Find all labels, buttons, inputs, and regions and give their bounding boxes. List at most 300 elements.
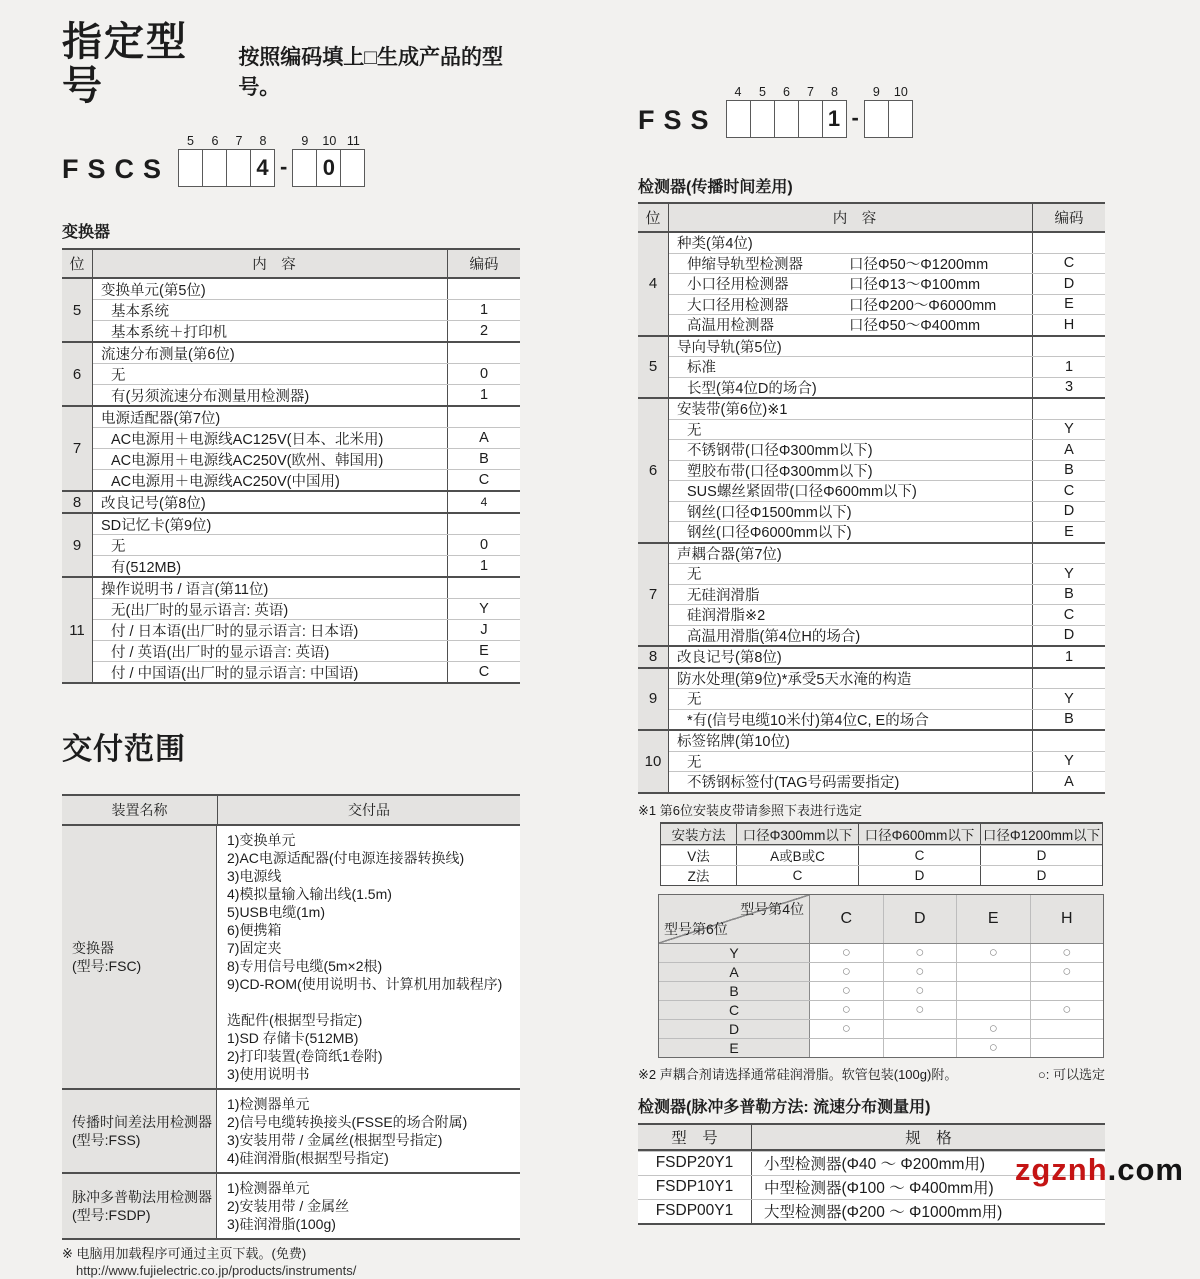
delivery-item-line: 7)固定夹 [227,940,282,956]
model-box-group [178,134,275,187]
group-title: 电源适配器(第7位) [101,410,221,427]
group-rows [93,343,520,405]
option-label-cell: 基本系统 [111,303,169,320]
matrix-footer-row [638,1068,1105,1082]
model-box-group [726,85,847,138]
band-code-cell: A或B或C [770,849,825,864]
table-body [638,233,1105,792]
column-header: 口径Φ600mm以下 [858,824,980,844]
option-label-cell: 无 [687,692,702,709]
group-rows [669,669,1105,730]
column-header-content: 内 容 [252,257,296,273]
delivery-row [62,1088,520,1172]
matrix-row-label: C [659,1001,810,1019]
digit-label: 4 [734,85,742,99]
option-row [669,501,1105,522]
table-body [62,826,520,1238]
group-title: 变换单元(第5位) [101,282,206,299]
model-box-cell [799,85,823,138]
converter-section-label: 变换器 [62,224,111,241]
code-group [638,233,1105,335]
option-label-cell: 标准 [687,360,716,377]
band-code-cell: D [980,866,1102,885]
group-rows [669,544,1105,646]
option-row [669,253,1105,274]
delivery-item-line [227,993,520,1011]
code-group [638,645,1105,667]
digit-label: 10 [322,134,337,148]
option-label-cell: 无 [111,367,126,384]
code-cell: A [447,428,520,448]
option-row [93,320,520,341]
empty-cell [883,1039,957,1057]
model-box-group [292,134,365,187]
selectable-circle: ○ [883,982,957,1000]
detector-section-label: 检测器(传播时间差用) [638,179,793,196]
selectable-circle: ○ [883,944,957,962]
option-size: 口径Φ50～Φ1200mm [849,256,989,273]
option-label-cell: AC电源用＋电源线AC125V(日本、北米用) [111,431,384,448]
option-row [669,625,1105,646]
option-row [669,356,1105,377]
code-cell: B [1032,585,1105,605]
empty-cell [956,963,1030,981]
code-box [774,100,799,138]
group-rows [93,514,520,576]
install-band-note: ※1 第6位安装皮带请参照下表进行选定 [638,802,862,818]
delivery-items-cell [217,1174,520,1238]
code-cell: 0 [447,364,520,384]
code-box: 0 [316,149,341,187]
model-box-group [864,85,913,138]
code-cell: A [1032,772,1105,792]
code-cell [1032,731,1105,751]
code-cell: C [1032,605,1105,625]
matrix-row-label: B [659,982,810,1000]
position-cell: 4 [638,233,669,335]
delivery-row [62,826,520,1088]
left-column [62,0,520,1279]
group-title-row [669,337,1105,357]
model-box-cell [178,134,203,187]
option-row [93,384,520,405]
selectable-circle: ○ [841,982,851,999]
delivery-item-line: 3)使用说明书 [227,1066,310,1082]
option-row [93,661,520,682]
delivery-row [62,1172,520,1238]
code-group [62,576,520,682]
column-header-spec: 规 格 [905,1129,952,1147]
code-group [62,341,520,405]
selectable-circle: ○ [956,1020,1030,1038]
model-prefix: FSS [638,105,718,135]
code-cell: H [1032,315,1105,335]
code-cell: C [447,470,520,490]
code-cell: Y [1032,420,1105,440]
code-cell: Y [1032,752,1105,772]
group-title-row [669,669,1105,689]
column-header: 口径Φ300mm以下 [742,827,853,843]
group-title: 导向导轨(第5位) [677,339,782,356]
group-title: 标签铭牌(第10位) [677,734,790,751]
matrix-row [659,962,1103,981]
code-group [62,279,520,341]
install-method-table [660,822,1103,886]
position-cell: 9 [638,669,669,730]
model-spec: 小型检测器(Φ40 ～ Φ200mm用) [764,1156,986,1173]
code-cell: B [447,449,520,469]
option-label-cell: 钢丝(口径Φ6000mm以下) [687,525,852,542]
watermark [1015,1152,1184,1188]
matrix-row [659,981,1103,1000]
group-title: 种类(第4位) [677,236,753,253]
empty-cell [956,982,1030,1000]
code-cell: B [1032,461,1105,481]
device-name-line: (型号:FSDP) [72,1207,151,1223]
option-label-cell: 不锈钢带(口径Φ300mm以下) [687,443,873,460]
group-title-row [669,544,1105,564]
option-label-cell: 不锈钢标签付(TAG号码需要指定) [687,775,900,792]
column-header-pos: 位 [62,250,93,277]
option-label-cell: 付 / 中国语(出厂时的显示语言: 中国语) [111,665,359,682]
model-box-cell [341,134,365,187]
matrix-body [659,944,1103,1057]
digit-label: 6 [783,85,790,99]
band-code-cell: D [858,866,980,885]
model-box-cell [317,134,341,187]
device-name-cell [62,1174,217,1238]
code-cell: 1 [447,300,520,320]
option-row [669,377,1105,398]
matrix-row-label: E [659,1039,810,1057]
model-box-cell [726,85,751,138]
position-cell: 7 [638,544,669,646]
watermark-brand: zgznh [1014,1152,1108,1187]
code-cell [1032,233,1105,253]
selectable-circle: ○ [883,963,957,981]
option-row [669,294,1105,315]
option-size: 口径Φ13～Φ100mm [849,277,981,294]
position-cell: 10 [638,731,669,792]
watermark-suffix: .com [1107,1152,1184,1187]
model-box-cell [823,85,847,138]
single-row [669,647,1105,667]
option-label-cell: 有(另须流速分布测量用检测器) [111,388,310,405]
option-label-cell: SUS螺丝紧固带(口径Φ600mm以下) [687,484,917,501]
option-label-cell [669,294,1032,315]
code-cell: 3 [1032,378,1105,398]
download-footnote: ※ 电脑用加载程序可通过主页下载。(免费) [62,1246,307,1261]
digit-label: 6 [211,134,219,148]
group-title-row [669,399,1105,419]
delivery-item-line: 1)检测器单元 [227,1180,310,1196]
option-label-cell: 无 [687,422,702,439]
delivery-scope-title: 交付范围 [62,733,186,766]
selectable-circle: ○ [1030,963,1104,981]
model-box-cell [292,134,317,187]
code-box [798,100,823,138]
digit-label: 5 [759,85,766,99]
matrix-row-label: D [659,1020,810,1038]
band-code-cell: D [980,846,1102,865]
option-row [669,771,1105,792]
code-cell: 0 [447,535,520,555]
delivery-item-line: 5)USB电缆(1m) [227,904,326,920]
delivery-table [62,794,520,1240]
code-cell: A [1032,440,1105,460]
device-name-line: 传播时间差法用检测器 [72,1114,212,1130]
code-group [638,335,1105,398]
position-cell: 9 [62,514,93,576]
option-row [93,448,520,469]
group-title: SD记忆卡(第9位) [101,517,212,534]
option-row [669,584,1105,605]
model-code-fss [638,85,1105,138]
page-subtitle: 按照编码填上□生成产品的型号。 [238,46,503,99]
group-rows [93,279,520,341]
position-cell: 6 [638,399,669,542]
option-row [669,521,1105,542]
code-box [864,100,889,138]
coupler-note: ※2 声耦合剂请选择通常硅润滑脂。软管包装(100g)附。 [638,1066,958,1082]
delivery-item-line: 3)电源线 [227,868,282,884]
option-label-cell: 无硅润滑脂 [687,587,760,604]
group-title: 安装带(第6位)※1 [677,402,788,419]
option-label-cell: 有(512MB) [111,559,182,576]
model-box-cell [864,85,889,138]
converter-table [62,248,520,684]
option-label-cell [669,253,1032,274]
group-title: 改良记号(第8位) [677,650,782,667]
model-box-cell [751,85,775,138]
option-row [669,314,1105,335]
model-box-cell [889,85,913,138]
group-title: 防水处理(第9位)*承受5天水淹的构造 [677,671,912,688]
group-rows [669,731,1105,792]
code-box [178,149,203,187]
selectable-circle: ○ [841,1001,851,1018]
digit-label: 9 [872,85,880,99]
option-label-cell: 无(出厂时的显示语言: 英语) [111,602,289,619]
code-cell: C [1032,481,1105,501]
model-code-dash: - [280,154,288,179]
column-header: 安装方法 [661,824,737,844]
option-label-cell: 基本系统＋打印机 [111,324,227,341]
column-header-code: 编码 [1032,204,1105,231]
code-box [726,100,751,138]
position-cell: 8 [638,647,669,667]
position-cell: 11 [62,578,93,682]
option-row [93,363,520,384]
digit-label: 11 [346,134,360,148]
band-code-cell: C [792,867,803,883]
selectable-circle: ○ [1030,944,1104,962]
code-cell: Y [1032,689,1105,709]
group-title-row [669,233,1105,253]
delivery-item-line: 9)CD-ROM(使用说明书、计算机用加载程序) [227,976,503,992]
code-group [62,405,520,490]
table-header-row [638,1125,1105,1151]
digit-label: 8 [831,85,838,99]
group-title-row [93,343,520,363]
matrix-header-row [659,895,1103,944]
code-group [638,542,1105,646]
code-cell: E [1032,295,1105,315]
model-prefix: FSCS [62,154,171,184]
option-row [669,460,1105,481]
group-rows [93,578,520,682]
model-box-cell [203,134,227,187]
group-title: 操作说明书 / 语言(第11位) [101,581,269,598]
group-rows [669,647,1105,667]
corner-label-bottom: 型号第6位 [664,920,728,937]
selectable-circle: ○ [956,1039,1030,1057]
option-label-cell: 无 [111,538,126,555]
column-header-content: 内 容 [832,211,877,227]
empty-cell [883,1020,957,1038]
code-group [62,490,520,512]
delivery-item-line: 3)硅润滑脂(100g) [227,1216,336,1232]
column-header-model: 型 号 [638,1125,752,1149]
code-box [226,149,251,187]
position-cell: 5 [62,279,93,341]
code-cell: 4 [447,492,520,512]
code-group [62,512,520,576]
option-row [669,480,1105,501]
group-rows [93,407,520,490]
code-cell [1032,337,1105,357]
group-rows [669,399,1105,542]
device-name-line: 脉冲多普勒法用检测器 [72,1189,212,1205]
matrix-row [659,1019,1103,1038]
matrix-column-header: D [883,895,957,943]
circle-legend: ○: 可以选定 [1037,1066,1105,1082]
model-spec: 大型检测器(Φ200 ～ Φ1000mm用) [764,1204,1003,1221]
position-cell: 8 [62,492,93,512]
code-cell: D [1032,274,1105,294]
option-label-cell: 付 / 日本语(出厂时的显示语言: 日本语) [111,623,359,640]
selectable-circle: ○ [883,1001,957,1019]
code-box [292,149,317,187]
right-column [638,0,1105,1225]
selectable-circle: ○ [841,963,851,980]
matrix-row [659,1038,1103,1057]
code-cell: C [1032,254,1105,274]
column-header-items: 交付品 [348,802,390,818]
option-label-cell: 高温用滑脂(第4位H的场合) [687,628,861,645]
delivery-item-line: 4)模拟量输入输出线(1.5m) [227,886,392,902]
option-label: 小口径用检测器 [687,277,789,294]
group-title-row [93,279,520,299]
compatibility-matrix-table [658,894,1104,1058]
device-name-cell [62,826,217,1088]
model-code-fscs [62,134,520,187]
digit-label: 8 [259,134,267,148]
group-title-row [93,407,520,427]
matrix-column-header: E [956,895,1030,943]
code-cell: J [447,620,520,640]
code-group [638,397,1105,542]
table-body [62,279,520,682]
digit-label: 7 [235,134,243,148]
digit-label: 7 [807,85,814,99]
code-cell: E [447,641,520,661]
option-label-cell: AC电源用＋电源线AC250V(中国用) [111,473,340,490]
option-label-cell: 硅润滑脂※2 [687,608,766,625]
empty-cell [1030,982,1104,1000]
delivery-item-line: 3)安装用带 / 金属丝(根据型号指定) [227,1132,443,1148]
delivery-item-line: 2)安装用带 / 金属丝 [227,1198,350,1214]
matrix-column-header: C [810,895,883,943]
column-header-pos: 位 [638,204,669,231]
band-code-cell: C [858,846,980,865]
option-label: 伸缩导轨型检测器 [687,256,803,273]
option-row [669,419,1105,440]
model-box-cell [775,85,799,138]
device-name-cell [62,1090,217,1172]
selectable-circle: ○ [841,944,851,961]
option-row [93,427,520,448]
group-title: 改良记号(第8位) [101,495,206,512]
install-row [661,845,1102,865]
code-box [340,149,365,187]
matrix-corner-cell [659,895,810,943]
group-title-row [93,514,520,534]
code-cell: D [1032,502,1105,522]
table-header-row [661,824,1102,845]
code-cell: E [1032,522,1105,542]
website-url: http://www.fujielectric.co.jp/products/instruments/ [76,1263,357,1278]
column-header-code: 编码 [447,250,520,277]
code-cell: 1 [447,385,520,405]
matrix-column-header: H [1030,895,1104,943]
delivery-item-line: 8)专用信号电缆(5m×2根) [227,958,383,974]
fsdp-section-label: 检测器(脉冲多普勒方法: 流速分布测量用) [638,1098,931,1116]
option-size: 口径Φ50～Φ400mm [849,318,981,335]
option-label: 大口径用检测器 [687,297,789,314]
empty-cell [1030,1020,1104,1038]
table-header-row [62,796,520,826]
option-size: 口径Φ200～Φ6000mm [849,297,997,314]
table-header-row [638,204,1105,233]
detector-table [638,202,1105,794]
group-title: 声耦合器(第7位) [677,546,782,563]
option-label: 高温用检测器 [687,318,774,335]
group-rows [669,233,1105,335]
model-box-cell [227,134,251,187]
option-row [93,469,520,490]
empty-cell [956,1001,1030,1019]
empty-cell [1030,1039,1104,1057]
option-label-cell: 塑胶布带(口径Φ300mm以下) [687,463,873,480]
selectable-circle: ○ [841,1020,851,1037]
code-cell: 1 [447,556,520,576]
delivery-item-line: 2)信号电缆转换接头(FSSE的场合附属) [227,1114,468,1130]
model-box-cell [251,134,275,187]
option-label-cell: 长型(第4位D的场合) [687,380,817,397]
delivery-item-line: 选配件(根据型号指定) [227,1012,363,1028]
corner-label-top: 型号第4位 [740,900,804,917]
delivery-item-line: 4)硅润滑脂(根据型号指定) [227,1150,389,1166]
code-box: 4 [250,149,275,187]
install-row [661,865,1102,885]
delivery-item-line: 1)检测器单元 [227,1096,310,1112]
delivery-item-line: 1)SD 存储卡(512MB) [227,1030,359,1046]
code-group [638,729,1105,792]
option-row [669,439,1105,460]
matrix-row [659,1000,1103,1019]
model-code-dash: - [851,105,859,130]
